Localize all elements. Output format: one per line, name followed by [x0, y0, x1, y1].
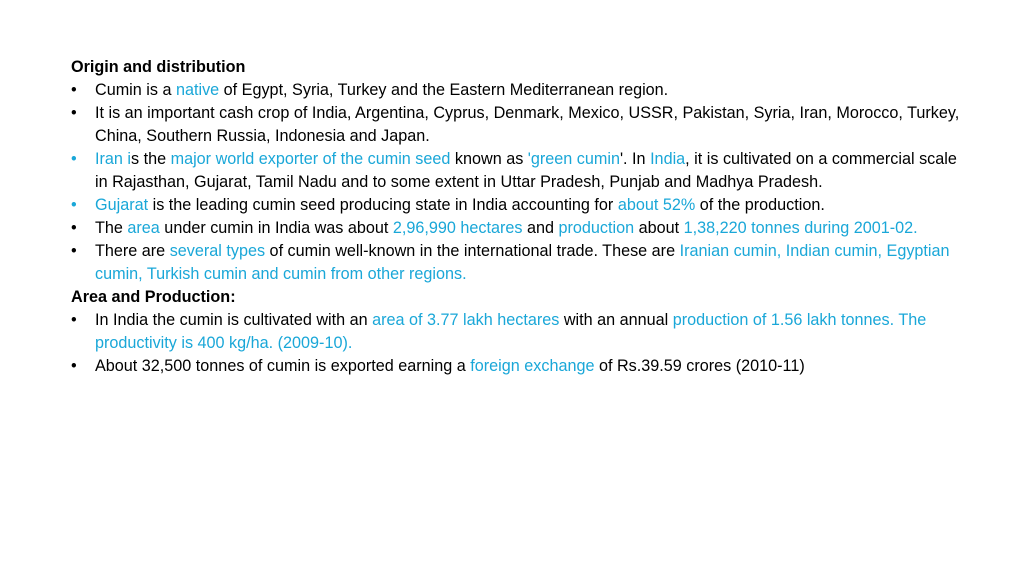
highlight-text: foreign exchange: [470, 357, 595, 375]
list-item: • It is an important cash crop of India, Argentina, Cyprus, Denmark, Mexico, USSR, Pakistan, Syria, Iran, Morocco, Turkey, China, Southern Russia, Indonesia and Japan.: [71, 104, 960, 145]
list-item: • About 32,500 tonnes of cumin is exported earning a foreign exchange of Rs.39.59 crores (2010-11): [71, 355, 971, 378]
area-bullet-list: [71, 309, 971, 378]
list-item: • Iran is the major world exporter of the cumin seed known as 'green cumin'. In India, it is cultivated on a commercial scale in Rajasthan, Gujarat, Tamil Nadu and to some extent in Uttar Pradesh, Punjab and Madhya Pradesh.: [71, 150, 957, 191]
list-item: • In India the cumin is cultivated with an area of 3.77 lakh hectares with an annual production of 1.56 lakh tonnes. The productivity is 400 kg/ha. (2009-10).: [71, 311, 927, 352]
bullet-icon: •: [71, 357, 77, 375]
bullet-icon: •: [71, 242, 77, 260]
highlight-text: Iran i: [95, 150, 131, 168]
bullet-icon: •: [71, 196, 77, 214]
highlight-text: Gujarat: [95, 196, 149, 214]
list-item: • Gujarat is the leading cumin seed producing state in India accounting for about 52% of the production.: [71, 194, 971, 217]
highlight-text: area of 3.77 lakh hectares: [372, 311, 560, 329]
highlight-text: native: [175, 81, 220, 99]
list-item: • Cumin is a native of Egypt, Syria, Turkey and the Eastern Mediterranean region.: [71, 79, 971, 102]
highlight-text: 1,38,220 tonnes during 2001-02.: [683, 219, 918, 237]
section-heading-area: Area and Production:: [71, 288, 236, 306]
highlight-text: about 52%: [617, 196, 696, 214]
highlight-text: major world exporter of the cumin seed: [170, 150, 451, 168]
highlight-text: 2,96,990 hectares: [392, 219, 523, 237]
highlight-text: production: [558, 219, 635, 237]
bullet-icon: •: [71, 81, 77, 99]
section-heading-origin: Origin and distribution: [71, 58, 246, 76]
list-item: • The area under cumin in India was about 2,96,990 hectares and production about 1,38,220 tonnes during 2001-02.: [71, 217, 971, 240]
highlight-text: several types: [169, 242, 266, 260]
highlight-text: Iranian cumin, Indian cumin, Egyptian cumin, Turkish cumin and cumin from other regions.: [95, 242, 950, 283]
slide-content: [71, 56, 971, 378]
bullet-icon: •: [71, 311, 77, 329]
bullet-icon: •: [71, 150, 77, 168]
highlight-text: area: [127, 219, 160, 237]
origin-bullet-list: [71, 79, 971, 286]
bullet-icon: •: [71, 104, 77, 122]
highlight-text: 'green cumin: [527, 150, 620, 168]
list-item: • There are several types of cumin well-known in the international trade. These are Iranian cumin, Indian cumin, Egyptian cumin, Turkish cumin and cumin from other regions.: [71, 242, 950, 283]
highlight-text: production of 1.56 lakh tonnes. The productivity is 400 kg/ha. (2009-10).: [95, 311, 927, 352]
highlight-text: India: [650, 150, 686, 168]
bullet-icon: •: [71, 219, 77, 237]
